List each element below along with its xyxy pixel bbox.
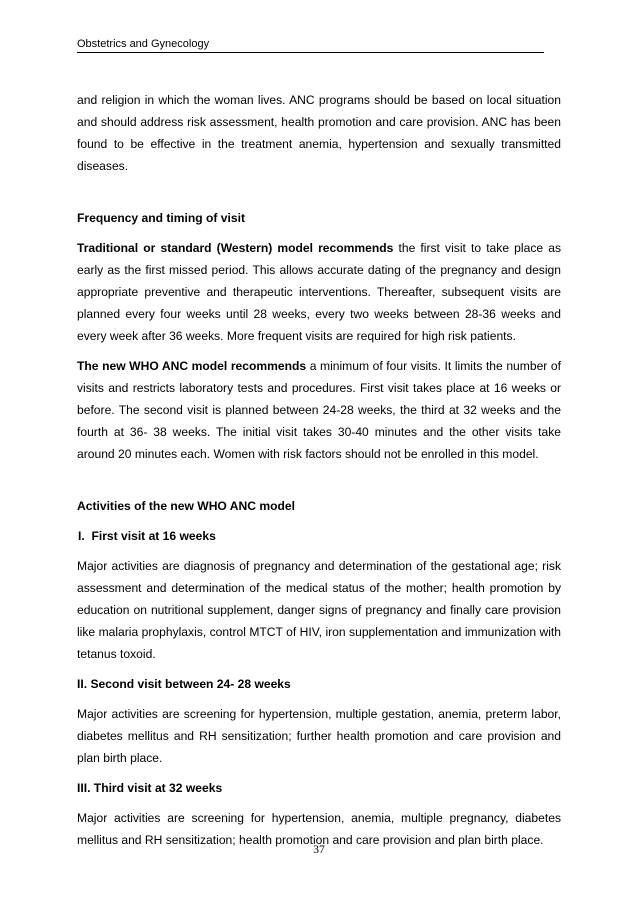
intro-paragraph: and religion in which the woman lives. ANC programs should be based on local situation and should address risk assessment, health promotion and care provision. ANC has been found to be effective in the treatment anemia, hypertension and sexually transmitted diseases. [77,93,561,173]
traditional-model-text: the first visit to take place as early as the first missed period. This allows accurate dating of the pregnancy and design appropriate preventive and therapeutic interventions. Thereafter, subsequent visits are planned every four weeks until 28 weeks, every two weeks between 28-36 weeks and every week after 36 weeks. More frequent visits are required for high risk patients. [77,241,561,343]
who-model-lead: The new WHO ANC model recommends [77,359,307,373]
section-heading-activities: Activities of the new WHO ANC model [77,499,295,513]
traditional-model-paragraph [77,237,561,347]
section-heading-frequency: Frequency and timing of visit [77,211,245,225]
visit-1-heading: I. First visit at 16 weeks [78,529,216,543]
visit-1-text: Major activities are diagnosis of pregnancy and determination of the gestational age; risk assessment and determination of the medical status of the mother; health promotion by education on nutritional supplement, danger signs of pregnancy and finally care provision like malaria prophylaxis, control MTCT of HIV, iron supplementation and immunization with tetanus toxoid. [77,559,561,661]
visit-3-text: Major activities are screening for hypertension, anemia, multiple pregnancy, diabetes mellitus and RH sensitization; health promotion and care provision and plan birth place. [77,811,561,847]
running-header: Obstetrics and Gynecology [77,38,210,50]
visit-2-heading: II. Second visit between 24- 28 weeks [77,677,291,691]
who-model-paragraph [77,355,561,465]
who-model-text: a minimum of four visits. It limits the number of visits and restricts laboratory tests and procedures. First visit takes place at 16 weeks or before. The second visit is planned between 24-28 weeks, the third at 32 weeks and the fourth at 36- 38 weeks. The initial visit takes 30-40 minutes and the other visits take around 20 minutes each. Women with risk factors should not be enrolled in this model. [77,359,562,461]
page-body [77,89,561,851]
traditional-model-lead: Traditional or standard (Western) model recommends [77,241,394,255]
page-number: 37 [313,844,325,856]
header-divider [77,52,544,53]
visit-2-text: Major activities are screening for hypertension, multiple gestation, anemia, preterm labor, diabetes mellitus and RH sensitization; further health promotion and care provision and plan birth place. [77,707,561,765]
visit-3-heading: III. Third visit at 32 weeks [77,781,223,795]
